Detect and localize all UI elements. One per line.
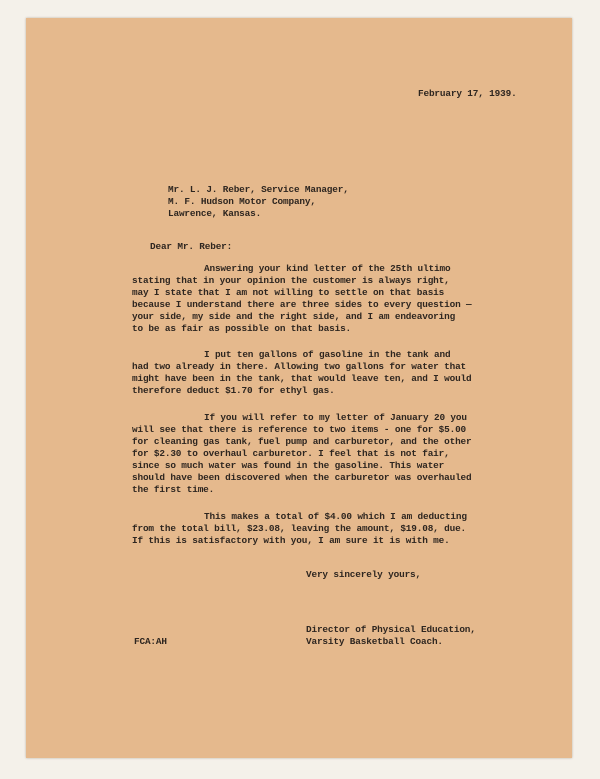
paragraph-2-line: might have been in the tank, that would leave ten, and I would bbox=[132, 373, 472, 384]
paragraph-2-line: therefore deduct $1.70 for ethyl gas. bbox=[132, 385, 335, 396]
paragraph-3-line: since so much water was found in the gasoline. This water bbox=[132, 460, 445, 471]
paragraph-1-line: because I understand there are three sides to every question — bbox=[132, 299, 472, 310]
paragraph-2-line: had two already in there. Allowing two gallons for water that bbox=[132, 361, 467, 372]
paragraph-3-line: for $2.30 to overhaul carburetor. I feel that is not fair, bbox=[132, 448, 450, 459]
signature-title: Director of Physical Education, bbox=[306, 624, 476, 635]
salutation: Dear Mr. Reber: bbox=[150, 241, 233, 252]
address-line: Mr. L. J. Reber, Service Manager, bbox=[168, 184, 349, 195]
paragraph-3-line: will see that there is reference to two items - one for $5.00 bbox=[132, 424, 467, 435]
paragraph-3-line: for cleaning gas tank, fuel pump and carburetor, and the other bbox=[132, 436, 472, 447]
address-line: Lawrence, Kansas. bbox=[168, 208, 262, 219]
letter-page bbox=[26, 18, 572, 758]
paragraph-3-line: the first time. bbox=[132, 484, 215, 495]
signature-title: Varsity Basketball Coach. bbox=[306, 636, 443, 647]
paragraph-1-line: your side, my side and the right side, and I am endeavoring bbox=[132, 311, 456, 322]
paragraph-1-line: stating that in your opinion the customer is always right, bbox=[132, 275, 450, 286]
paragraph-4-line: from the total bill, $23.08, leaving the amount, $19.08, due. bbox=[132, 523, 467, 534]
paragraph-4-line: This makes a total of $4.00 which I am deducting bbox=[204, 511, 467, 522]
paragraph-1-line: Answering your kind letter of the 25th ultimo bbox=[204, 263, 451, 274]
paragraph-3-line: If you will refer to my letter of January 20 you bbox=[204, 412, 467, 423]
closing: Very sincerely yours, bbox=[306, 569, 421, 580]
paragraph-3-line: should have been discovered when the carburetor was overhauled bbox=[132, 472, 472, 483]
paragraph-1-line: to be as fair as possible on that basis. bbox=[132, 323, 352, 334]
typist-initials: FCA:AH bbox=[134, 636, 167, 647]
paragraph-1-line: may I state that I am not willing to settle on that basis bbox=[132, 287, 445, 298]
letter-date: February 17, 1939. bbox=[418, 88, 517, 99]
address-line: M. F. Hudson Motor Company, bbox=[168, 196, 316, 207]
paragraph-2-line: I put ten gallons of gasoline in the tank and bbox=[204, 349, 451, 360]
paragraph-4-line: If this is satisfactory with you, I am sure it is with me. bbox=[132, 535, 450, 546]
